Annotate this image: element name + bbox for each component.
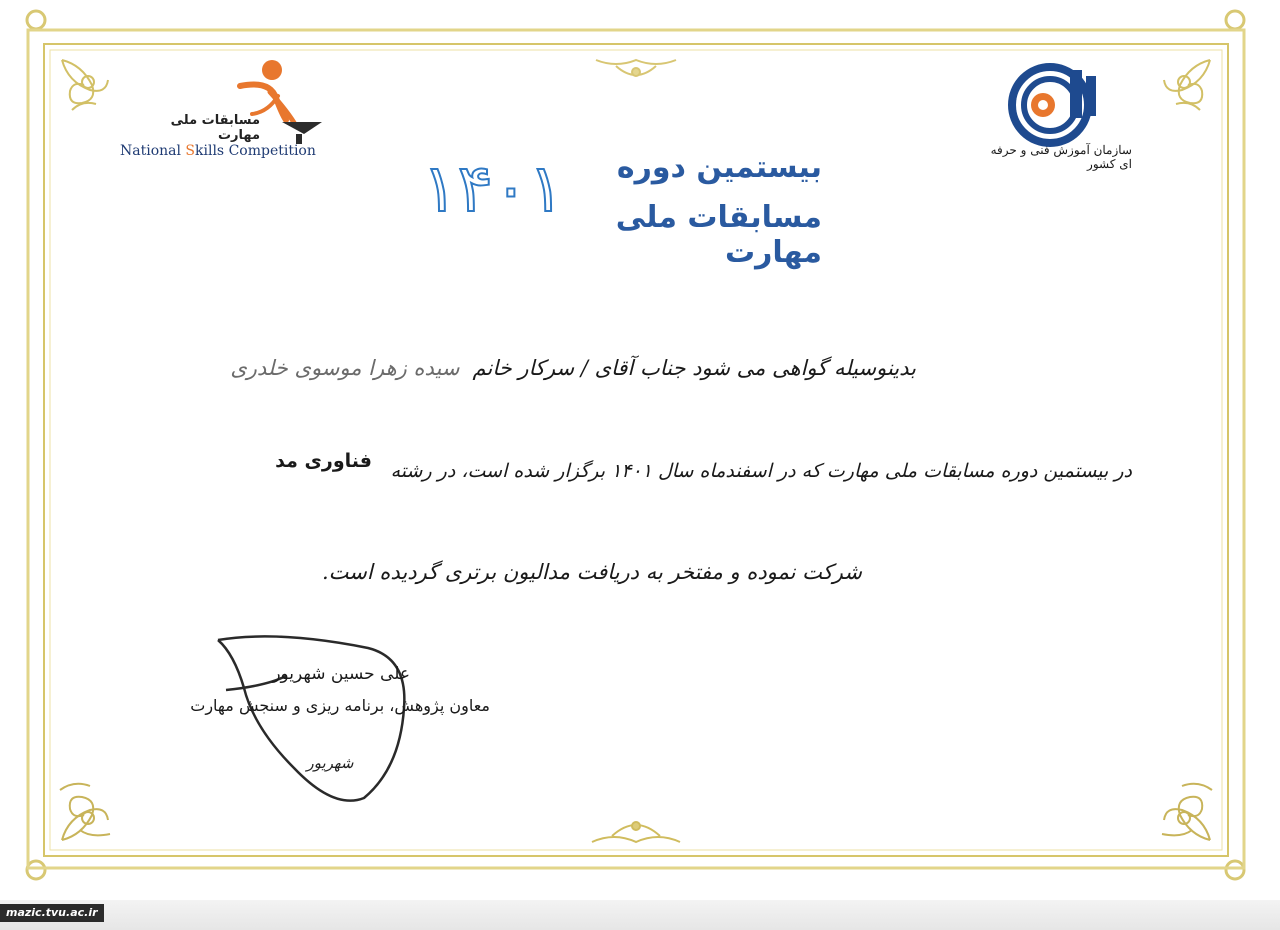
ornament-top-right	[1164, 60, 1210, 110]
ornament-bottom-right	[1162, 784, 1212, 840]
certificate-title-competition: مسابقات ملی مهارت	[615, 200, 822, 270]
corner-circle-top-left	[27, 11, 45, 29]
signatory-name: علی حسین شهریور	[272, 664, 410, 684]
corner-circle-bottom-right	[1226, 861, 1244, 879]
signature-scribble: شهریور	[306, 754, 354, 772]
signature-stroke	[218, 636, 404, 800]
ornament-top-center	[596, 60, 676, 76]
field-name-wrap	[276, 450, 372, 472]
corner-circle-bottom-left	[27, 861, 45, 879]
body-line-3-printed: شرکت نموده و مفتخر به دریافت مدالیون برتری گردیده است.	[321, 560, 862, 584]
source-badge[interactable]: mazic.tvu.ac.ir	[0, 904, 104, 922]
body-line-1-printed: بدینوسیله گواهی می شود جناب آقای / سرکار خانم	[472, 356, 916, 380]
body-line-2-printed: در بیستمین دوره مسابقات ملی مهارت که در اسفندماه سال ۱۴۰۱ برگزار شده است، در رشته	[390, 460, 1132, 482]
field-name: فناوری مد	[275, 450, 372, 472]
tvto-org-name: سازمان آموزش فنی و حرفه ای کشور	[990, 143, 1132, 171]
recipient-name: سیده زهرا موسوی خلدری	[230, 356, 460, 380]
ornament-bottom-left	[60, 784, 110, 840]
certificate-title-year: ۱۴۰۱	[422, 150, 564, 227]
nsc-en-suffix: kills Competition	[195, 143, 316, 159]
nsc-en-s: S	[185, 143, 196, 159]
certificate-title-edition: بیستمین دوره	[616, 150, 822, 185]
nsc-en-prefix: National	[120, 143, 186, 159]
footer-strip	[0, 900, 1280, 930]
nsc-org-name-fa: مسابقات ملی مهارت	[170, 113, 260, 143]
ornament-bottom-center	[592, 822, 680, 842]
signatory-title: معاون پژوهش، برنامه ریزی و سنجش مهارت	[190, 696, 490, 715]
nsc-org-name-en	[120, 143, 330, 159]
tvto-logo-icon	[1012, 67, 1096, 143]
ornament-top-left	[62, 60, 108, 110]
corner-circle-top-right	[1226, 11, 1244, 29]
body-line-3	[321, 560, 862, 584]
body-line-1	[230, 356, 916, 380]
body-line-2	[276, 460, 1132, 482]
